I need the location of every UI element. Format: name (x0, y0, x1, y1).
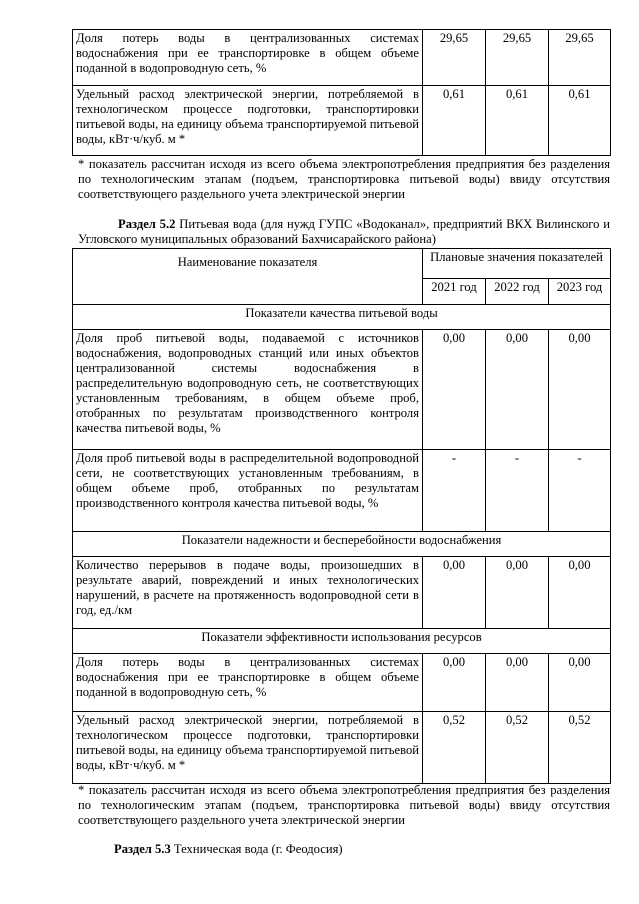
year-2021: 2021 год (423, 279, 486, 305)
table-row (73, 450, 611, 532)
value-2023: 29,65 (549, 30, 611, 86)
table-row (73, 557, 611, 629)
group-reliability: Показатели надежности и бесперебойности водоснабжения (73, 532, 611, 557)
section-label: Раздел 5.2 (118, 217, 176, 231)
value-2023: 0,00 (549, 654, 611, 712)
value-2021: - (423, 450, 486, 532)
row-label: Доля потерь воды в централизованных системах водоснабжения при ее транспортировке в общем объеме поданной в водопроводную сеть, % (73, 654, 423, 712)
group-row (73, 532, 611, 557)
value-2021: 29,65 (423, 30, 486, 86)
value-2021: 0,00 (423, 330, 486, 450)
table-row (73, 712, 611, 784)
row-label: Количество перерывов в подаче воды, произошедших в результате аварий, повреждений и иных технологических нарушений, в расчете на протяженность водопроводной сети в год, ед./км (73, 557, 423, 629)
group-row (73, 629, 611, 654)
value-2022: - (486, 450, 549, 532)
table-row (73, 30, 611, 86)
value-2022: 0,52 (486, 712, 549, 784)
value-2022: 0,00 (486, 557, 549, 629)
value-2022: 0,00 (486, 654, 549, 712)
value-2022: 0,00 (486, 330, 549, 450)
value-2021: 0,52 (423, 712, 486, 784)
value-2023: 0,52 (549, 712, 611, 784)
table-row (73, 330, 611, 450)
group-quality: Показатели качества питьевой воды (73, 305, 611, 330)
value-2023: - (549, 450, 611, 532)
value-2022: 0,61 (486, 86, 549, 156)
indicators-table (72, 248, 611, 784)
row-label: Доля проб питьевой воды в распределительной водопроводной сети, не соответствующих установленным требованиям, в общем объеме проб, отобранных по результатам производственного контроля качества питьевой воды, % (73, 450, 423, 532)
table-row (73, 654, 611, 712)
section-title: Техническая вода (г. Феодосия) (173, 842, 343, 856)
group-row (73, 305, 611, 330)
row-label: Доля потерь воды в централизованных системах водоснабжения при ее транспортировке в общем объеме поданной в водопроводную сеть, % (73, 30, 423, 86)
row-label: Доля проб питьевой воды, подаваемой с источников водоснабжения, водопроводных станций или иных объектов централизованной системы водоснабжения в распределительную водопроводную сеть, не соответствующих установленным требованиям, в общем объеме проб, отобранных по результатам производственного контроля качества питьевой воды, % (73, 330, 423, 450)
group-efficiency: Показатели эффективности использования ресурсов (73, 629, 611, 654)
value-2023: 0,61 (549, 86, 611, 156)
header-plan: Плановые значения показателей (423, 249, 611, 279)
year-2023: 2023 год (549, 279, 611, 305)
value-2021: 0,00 (423, 557, 486, 629)
value-2022: 29,65 (486, 30, 549, 86)
table-row (73, 86, 611, 156)
row-label: Удельный расход электрической энергии, потребляемой в технологическом процессе подготовки, транспортировки питьевой воды, на единицу объема транспортируемой питьевой воды, кВт·ч/куб. м * (73, 86, 423, 156)
value-2023: 0,00 (549, 557, 611, 629)
footnote: * показатель рассчитан исходя из всего объема электропотребления предприятия без разделения по технологическим этапам (подъем, транспортировка питьевой воды) ввиду отсутствия соответствующего раздельного учета электрической энергии (78, 157, 610, 201)
section-title: Питьевая вода (для нужд ГУПС «Водоканал», предприятий ВКХ Вилинского и Угловского муниципальных образований Бахчисарайского района) (78, 217, 610, 246)
value-2021: 0,61 (423, 86, 486, 156)
header-name: Наименование показателя (73, 249, 423, 305)
section-label: Раздел 5.3 (114, 842, 171, 856)
section-heading (114, 842, 343, 857)
value-2023: 0,00 (549, 330, 611, 450)
value-2021: 0,00 (423, 654, 486, 712)
row-label: Удельный расход электрической энергии, потребляемой в технологическом процессе подготовки, транспортировки питьевой воды, на единицу объема транспортируемой питьевой воды, кВт·ч/куб. м * (73, 712, 423, 784)
section-heading (78, 217, 610, 247)
top-table (72, 29, 611, 156)
footnote: * показатель рассчитан исходя из всего объема электропотребления предприятия без разделения по технологическим этапам (подъем, транспортировка питьевой воды) ввиду отсутствия соответствующего раздельного учета электрической энергии (78, 783, 610, 827)
year-2022: 2022 год (486, 279, 549, 305)
header-row (73, 249, 611, 279)
